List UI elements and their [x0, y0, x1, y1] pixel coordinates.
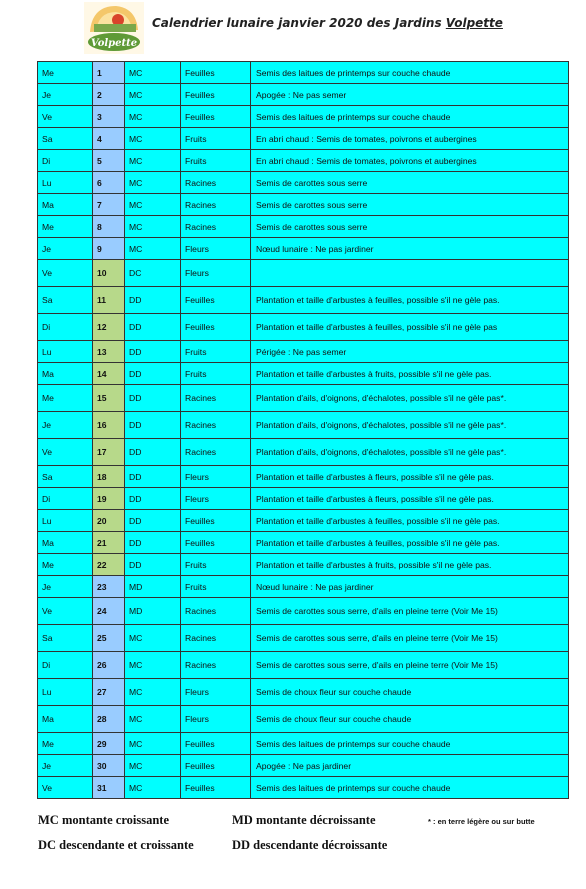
plant-type-cell: Racines: [181, 385, 251, 412]
table-row: [38, 172, 569, 194]
activity-cell: Plantation et taille d'arbustes à fruits, possible s'il ne gèle pas.: [251, 554, 569, 576]
activity-cell: Semis de carottes sous serre: [251, 172, 569, 194]
date-number-cell: 21: [93, 532, 125, 554]
day-cell: Di: [38, 314, 93, 341]
moon-phase-cell: DC: [125, 260, 181, 287]
table-row: [38, 412, 569, 439]
activity-cell: [251, 260, 569, 287]
activity-cell: Semis de carottes sous serre: [251, 194, 569, 216]
moon-phase-cell: MC: [125, 194, 181, 216]
plant-type-cell: Fleurs: [181, 238, 251, 260]
table-row: [38, 314, 569, 341]
table-row: [38, 62, 569, 84]
date-number-cell: 27: [93, 679, 125, 706]
table-row: [38, 755, 569, 777]
date-number-cell: 10: [93, 260, 125, 287]
plant-type-cell: Racines: [181, 625, 251, 652]
day-cell: Lu: [38, 679, 93, 706]
table-row: [38, 216, 569, 238]
moon-phase-cell: DD: [125, 466, 181, 488]
date-number-cell: 15: [93, 385, 125, 412]
activity-cell: Semis de carottes sous serre, d'ails en pleine terre (Voir Me 15): [251, 652, 569, 679]
title-brand: Volpette: [445, 16, 503, 30]
day-cell: Ma: [38, 194, 93, 216]
day-cell: Me: [38, 62, 93, 84]
date-number-cell: 11: [93, 287, 125, 314]
activity-cell: Plantation et taille d'arbustes à fruits, possible s'il ne gèle pas.: [251, 363, 569, 385]
plant-type-cell: Fruits: [181, 576, 251, 598]
activity-cell: Semis de carottes sous serre, d'ails en pleine terre (Voir Me 15): [251, 598, 569, 625]
plant-type-cell: Feuilles: [181, 777, 251, 799]
moon-phase-cell: DD: [125, 287, 181, 314]
day-cell: Je: [38, 84, 93, 106]
activity-cell: Plantation d'ails, d'oignons, d'échalotes, possible s'il ne gèle pas*.: [251, 439, 569, 466]
day-cell: Me: [38, 733, 93, 755]
activity-cell: Semis des laitues de printemps sur couche chaude: [251, 106, 569, 128]
volpette-logo-icon: [84, 2, 144, 54]
table-row: [38, 363, 569, 385]
day-cell: Sa: [38, 128, 93, 150]
plant-type-cell: Racines: [181, 598, 251, 625]
activity-cell: Périgée : Ne pas semer: [251, 341, 569, 363]
plant-type-cell: Feuilles: [181, 532, 251, 554]
title-main: Calendrier lunaire janvier 2020 des Jardins: [152, 16, 446, 30]
moon-phase-cell: MC: [125, 652, 181, 679]
day-cell: Me: [38, 216, 93, 238]
day-cell: Me: [38, 385, 93, 412]
moon-phase-cell: MC: [125, 679, 181, 706]
moon-phase-cell: MC: [125, 755, 181, 777]
day-cell: Je: [38, 755, 93, 777]
plant-type-cell: Fruits: [181, 128, 251, 150]
day-cell: Je: [38, 412, 93, 439]
plant-type-cell: Racines: [181, 172, 251, 194]
date-number-cell: 22: [93, 554, 125, 576]
plant-type-cell: Racines: [181, 439, 251, 466]
moon-phase-cell: MC: [125, 625, 181, 652]
moon-phase-cell: DD: [125, 439, 181, 466]
moon-phase-cell: MD: [125, 598, 181, 625]
table-row: [38, 341, 569, 363]
moon-phase-cell: MC: [125, 238, 181, 260]
activity-cell: Plantation et taille d'arbustes à feuilles, possible s'il ne gèle pas: [251, 314, 569, 341]
page-header: [0, 0, 586, 58]
date-number-cell: 31: [93, 777, 125, 799]
table-row: [38, 625, 569, 652]
moon-phase-cell: DD: [125, 554, 181, 576]
day-cell: Sa: [38, 466, 93, 488]
date-number-cell: 5: [93, 150, 125, 172]
activity-cell: Plantation et taille d'arbustes à feuilles, possible s'il ne gèle pas.: [251, 510, 569, 532]
plant-type-cell: Fruits: [181, 341, 251, 363]
date-number-cell: 3: [93, 106, 125, 128]
plant-type-cell: Feuilles: [181, 84, 251, 106]
activity-cell: Nœud lunaire : Ne pas jardiner: [251, 238, 569, 260]
moon-phase-cell: DD: [125, 363, 181, 385]
table-row: [38, 706, 569, 733]
date-number-cell: 12: [93, 314, 125, 341]
plant-type-cell: Racines: [181, 216, 251, 238]
table-row: [38, 128, 569, 150]
day-cell: Ve: [38, 439, 93, 466]
day-cell: Ma: [38, 706, 93, 733]
date-number-cell: 23: [93, 576, 125, 598]
table-row: [38, 84, 569, 106]
moon-phase-cell: DD: [125, 385, 181, 412]
date-number-cell: 29: [93, 733, 125, 755]
date-number-cell: 30: [93, 755, 125, 777]
plant-type-cell: Fleurs: [181, 679, 251, 706]
table-row: [38, 238, 569, 260]
table-row: [38, 466, 569, 488]
date-number-cell: 9: [93, 238, 125, 260]
moon-phase-cell: DD: [125, 341, 181, 363]
moon-phase-cell: DD: [125, 532, 181, 554]
legend-md: MD montante décroissante: [232, 813, 376, 827]
date-number-cell: 20: [93, 510, 125, 532]
moon-phase-cell: DD: [125, 510, 181, 532]
plant-type-cell: Fruits: [181, 554, 251, 576]
day-cell: Lu: [38, 172, 93, 194]
moon-phase-cell: MC: [125, 706, 181, 733]
activity-cell: Semis des laitues de printemps sur couche chaude: [251, 733, 569, 755]
legend-dc: DC descendante et croissante: [38, 838, 194, 852]
plant-type-cell: Feuilles: [181, 755, 251, 777]
activity-cell: En abri chaud : Semis de tomates, poivrons et aubergines: [251, 150, 569, 172]
day-cell: Sa: [38, 625, 93, 652]
moon-phase-cell: MC: [125, 62, 181, 84]
day-cell: Di: [38, 652, 93, 679]
date-number-cell: 16: [93, 412, 125, 439]
plant-type-cell: Feuilles: [181, 106, 251, 128]
calendar-body: [38, 62, 569, 799]
activity-cell: Semis des laitues de printemps sur couche chaude: [251, 777, 569, 799]
activity-cell: Plantation et taille d'arbustes à fleurs, possible s'il ne gèle pas.: [251, 466, 569, 488]
table-row: [38, 679, 569, 706]
moon-phase-cell: MC: [125, 733, 181, 755]
activity-cell: Apogée : Ne pas semer: [251, 84, 569, 106]
date-number-cell: 8: [93, 216, 125, 238]
table-row: [38, 733, 569, 755]
table-row: [38, 439, 569, 466]
date-number-cell: 2: [93, 84, 125, 106]
activity-cell: Semis de carottes sous serre, d'ails en pleine terre (Voir Me 15): [251, 625, 569, 652]
day-cell: Lu: [38, 341, 93, 363]
date-number-cell: 6: [93, 172, 125, 194]
legend-note: * : en terre légère ou sur butte: [428, 817, 535, 826]
activity-cell: Plantation d'ails, d'oignons, d'échalotes, possible s'il ne gèle pas*.: [251, 412, 569, 439]
plant-type-cell: Fleurs: [181, 466, 251, 488]
day-cell: Ve: [38, 106, 93, 128]
day-cell: Lu: [38, 510, 93, 532]
table-row: [38, 194, 569, 216]
date-number-cell: 1: [93, 62, 125, 84]
table-row: [38, 652, 569, 679]
moon-phase-cell: MC: [125, 777, 181, 799]
day-cell: Di: [38, 150, 93, 172]
svg-text:Volpette: Volpette: [90, 38, 138, 49]
date-number-cell: 24: [93, 598, 125, 625]
table-row: [38, 510, 569, 532]
plant-type-cell: Feuilles: [181, 733, 251, 755]
plant-type-cell: Feuilles: [181, 287, 251, 314]
activity-cell: Plantation d'ails, d'oignons, d'échalotes, possible s'il ne gèle pas*.: [251, 385, 569, 412]
date-number-cell: 25: [93, 625, 125, 652]
day-cell: Di: [38, 488, 93, 510]
table-row: [38, 488, 569, 510]
activity-cell: Semis de choux fleur sur couche chaude: [251, 706, 569, 733]
plant-type-cell: Fleurs: [181, 260, 251, 287]
activity-cell: Plantation et taille d'arbustes à feuilles, possible s'il ne gèle pas.: [251, 532, 569, 554]
lunar-calendar-table: [37, 61, 569, 799]
activity-cell: Semis de carottes sous serre: [251, 216, 569, 238]
moon-phase-cell: DD: [125, 314, 181, 341]
date-number-cell: 17: [93, 439, 125, 466]
moon-phase-cell: MC: [125, 216, 181, 238]
moon-phase-cell: MD: [125, 576, 181, 598]
day-cell: Ve: [38, 777, 93, 799]
plant-type-cell: Feuilles: [181, 62, 251, 84]
date-number-cell: 19: [93, 488, 125, 510]
table-row: [38, 106, 569, 128]
date-number-cell: 7: [93, 194, 125, 216]
day-cell: Je: [38, 576, 93, 598]
date-number-cell: 18: [93, 466, 125, 488]
table-row: [38, 554, 569, 576]
plant-type-cell: Fleurs: [181, 706, 251, 733]
plant-type-cell: Racines: [181, 412, 251, 439]
activity-cell: Semis de choux fleur sur couche chaude: [251, 679, 569, 706]
legend-dd: DD descendante décroissante: [232, 838, 388, 852]
page-title: [152, 16, 503, 30]
date-number-cell: 26: [93, 652, 125, 679]
moon-phase-cell: MC: [125, 106, 181, 128]
table-row: [38, 385, 569, 412]
moon-phase-cell: MC: [125, 150, 181, 172]
moon-phase-cell: DD: [125, 488, 181, 510]
day-cell: Sa: [38, 287, 93, 314]
date-number-cell: 13: [93, 341, 125, 363]
day-cell: Ma: [38, 532, 93, 554]
table-row: [38, 576, 569, 598]
plant-type-cell: Feuilles: [181, 314, 251, 341]
activity-cell: Apogée : Ne pas jardiner: [251, 755, 569, 777]
activity-cell: En abri chaud : Semis de tomates, poivrons et aubergines: [251, 128, 569, 150]
date-number-cell: 4: [93, 128, 125, 150]
table-row: [38, 150, 569, 172]
activity-cell: Plantation et taille d'arbustes à feuilles, possible s'il ne gèle pas.: [251, 287, 569, 314]
plant-type-cell: Fruits: [181, 363, 251, 385]
day-cell: Ve: [38, 598, 93, 625]
day-cell: Me: [38, 554, 93, 576]
moon-phase-cell: MC: [125, 84, 181, 106]
moon-phase-cell: MC: [125, 128, 181, 150]
plant-type-cell: Feuilles: [181, 510, 251, 532]
plant-type-cell: Racines: [181, 652, 251, 679]
table-row: [38, 777, 569, 799]
day-cell: Je: [38, 238, 93, 260]
activity-cell: Semis des laitues de printemps sur couche chaude: [251, 62, 569, 84]
plant-type-cell: Fleurs: [181, 488, 251, 510]
day-cell: Ve: [38, 260, 93, 287]
date-number-cell: 28: [93, 706, 125, 733]
plant-type-cell: Racines: [181, 194, 251, 216]
table-row: [38, 598, 569, 625]
date-number-cell: 14: [93, 363, 125, 385]
legend-mc: MC montante croissante: [38, 813, 169, 827]
table-row: [38, 260, 569, 287]
table-row: [38, 532, 569, 554]
activity-cell: Nœud lunaire : Ne pas jardiner: [251, 576, 569, 598]
day-cell: Ma: [38, 363, 93, 385]
plant-type-cell: Fruits: [181, 150, 251, 172]
activity-cell: Plantation et taille d'arbustes à fleurs, possible s'il ne gèle pas.: [251, 488, 569, 510]
moon-phase-cell: DD: [125, 412, 181, 439]
moon-phase-cell: MC: [125, 172, 181, 194]
table-row: [38, 287, 569, 314]
